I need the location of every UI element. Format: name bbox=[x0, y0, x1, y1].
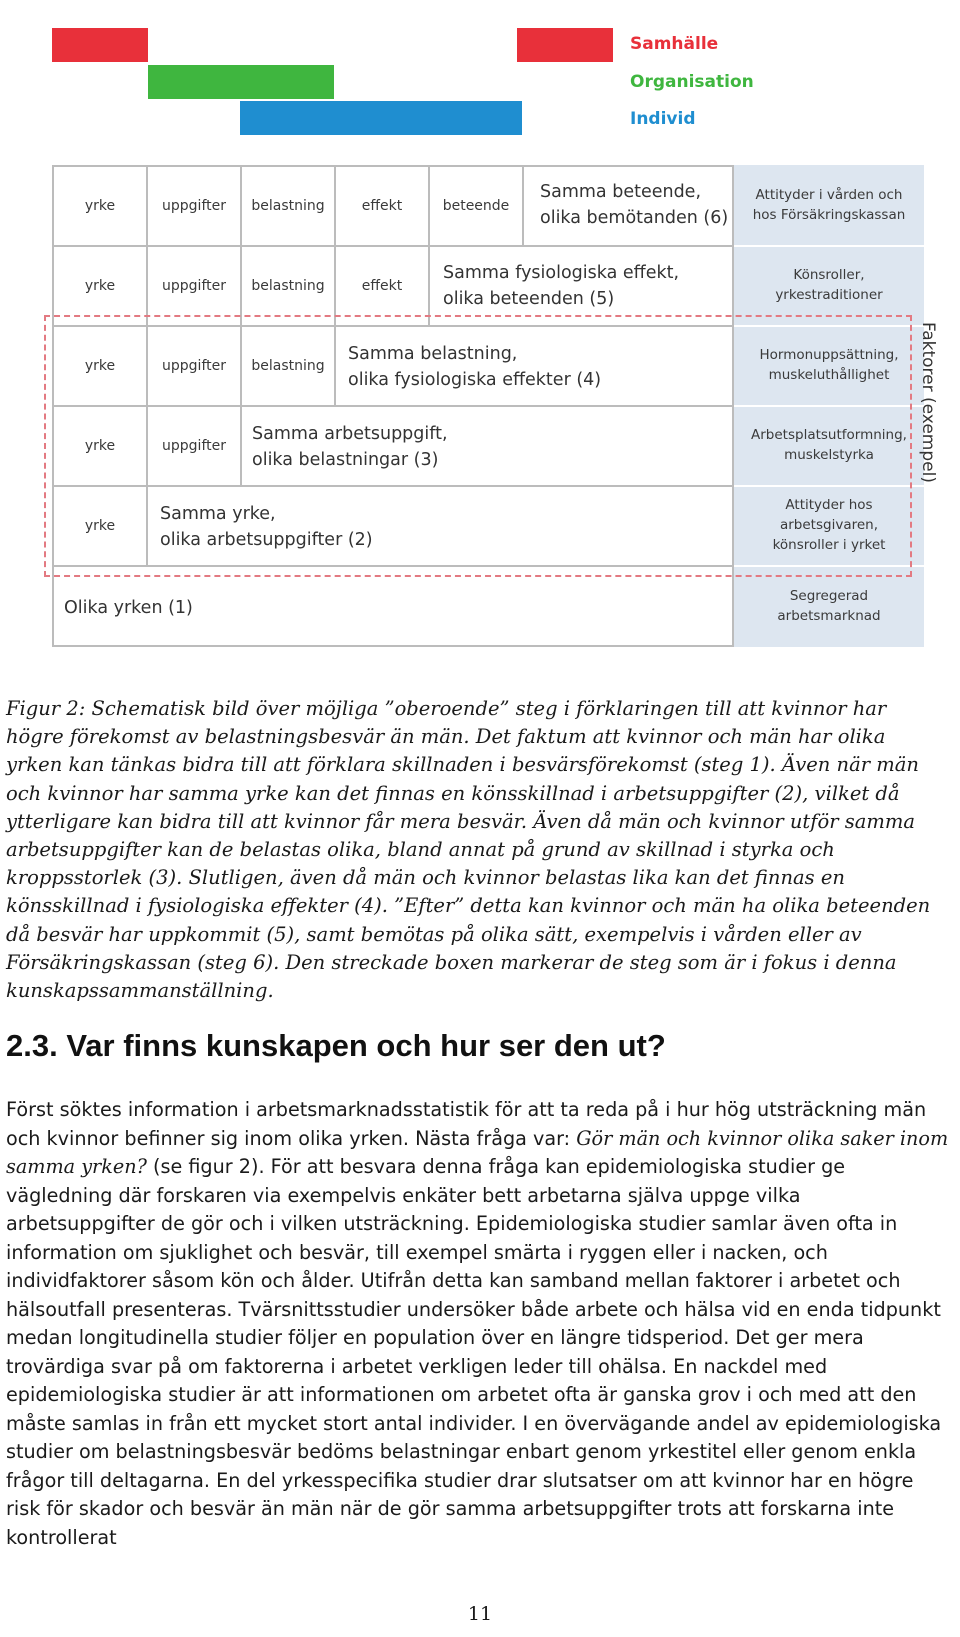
body-text-part: Först söktes information i arbetsmarknadsstatistik för att ta reda på i hur hög utsträckning män och kvinnor befinner sig inom olika yrken. Nästa fråga var: bbox=[6, 1098, 927, 1150]
page-number: 11 bbox=[467, 1603, 493, 1625]
figure-caption: Figur 2: Schematisk bild över möjliga ”oberoende” steg i förklaringen till att kvinnor har högre förekomst av belastningsbesvär än män. Det faktum att kvinnor och män har olika yrken kan tänkas bidra till att förklara skillnaden i besvärsförekomst (steg 1). Även när män och kvinnor har samma yrke kan det finnas en könsskillnad i arbetsuppgifter (2), vilket då ytterligare kan bidra till att kvinnor får mera besvär. Även då män och kvinnor utför samma arbetsuppgifter kan de belastas olika, bland annat på grund av skillnad i styrka och kroppsstorlek (3). Slutligen, även då män och kvinnor belastas lika kan det finnas en könsskillnad i fysiologiska effekter (4). ”Efter” detta kan kvinnor och män ha olika beteenden då besvär har uppkommit (5), samt bemötas på olika sätt, exempelvis i vården eller av Försäkringskassan (steg 6). Den streckade boxen markerar de steg som är i fokus i denna kunskapssammanställning. bbox=[6, 697, 931, 1003]
cell-yrke: yrke bbox=[52, 245, 148, 327]
legend-bar-organisation bbox=[148, 65, 334, 99]
step-label-1: Olika yrken (1) bbox=[64, 598, 193, 618]
factors-vertical-label: Faktorer (exempel) bbox=[918, 322, 938, 483]
legend-label-individual: Individ bbox=[630, 109, 696, 129]
cell-belastning: belastning bbox=[240, 245, 336, 327]
cell-yrke: yrke bbox=[52, 325, 148, 407]
cell-yrke: yrke bbox=[52, 165, 148, 247]
cell-effekt: effekt bbox=[334, 245, 430, 327]
legend-bar-society-right bbox=[517, 28, 613, 62]
cell-yrke: yrke bbox=[52, 405, 148, 487]
focus-dashed-box bbox=[44, 315, 912, 577]
cell-belastning: belastning bbox=[240, 165, 336, 247]
body-paragraph bbox=[6, 1096, 950, 1552]
cell-belastning: belastning bbox=[240, 325, 336, 407]
step-label-6: Samma beteende, olika bemötanden (6) bbox=[540, 182, 729, 228]
cell-effekt: effekt bbox=[334, 165, 430, 247]
body-question-italic: Gör män och kvinnor olika saker inom samma yrken? bbox=[6, 1126, 949, 1178]
cell-uppgifter: uppgifter bbox=[146, 165, 242, 247]
factor-item: Hormonuppsättning, muskeluthållighet bbox=[734, 325, 924, 407]
step-label-2: Samma yrke, olika arbetsuppgifter (2) bbox=[160, 504, 373, 550]
step-label-3: Samma arbetsuppgift, olika belastningar (3) bbox=[252, 424, 448, 470]
cell-uppgifter: uppgifter bbox=[146, 405, 242, 487]
cell-uppgifter: uppgifter bbox=[146, 325, 242, 407]
section-heading: 2.3. Var finns kunskapen och hur ser den ut? bbox=[6, 1028, 666, 1063]
legend-label-society: Samhälle bbox=[630, 34, 719, 54]
cell-beteende: beteende bbox=[428, 165, 524, 247]
factor-item: Arbetsplatsutformning, muskelstyrka bbox=[734, 405, 924, 487]
body-text-part: (se figur 2). För att besvara denna fråga kan epidemiologiska studier ge vägledning där forskaren via exempelvis enkäter bett arbetarna själva uppge vilka arbetsuppgifter de gör och i vilken utsträckning. Epidemiologiska studier samlar även ofta in information om sjuklighet och besvär, till exempel smärta i ryggen eller i nacken, och individfaktorer såsom kön och ålder. Utifrån detta kan samband mellan faktorer i arbetet och hälsoutfall presenteras. Tvärsnittsstudier undersöker både arbete och hälsa vid en enda tidpunkt medan longitudinella studier följer en population över en längre tidsperiod. Det ger mera trovärdiga svar på om faktorerna i arbetet verkligen leder till ohälsa. En nackdel med epidemiologiska studier är att informationen om arbetet ofta är ganska grov i och med att den måste samlas in från ett mycket stort antal individer. I en övervägande andel av epidemiologiska studier om belastningsbesvär bedöms belastningar enbart genom yrkestitel eller genom enkla frågor till deltagarna. En del yrkesspecifika studier drar slutsatser om att kvinnor har en högre risk för skador och besvär än män när de gör samma arbetsuppgifter trots att forskarna inte kontrollerat bbox=[6, 1155, 942, 1549]
step-label-4: Samma belastning, olika fysiologiska effekter (4) bbox=[348, 344, 602, 390]
legend-label-organisation: Organisation bbox=[630, 72, 754, 92]
factor-item: Segregerad arbetsmarknad bbox=[777, 588, 881, 624]
step-label-5: Samma fysiologiska effekt, olika beteenden (5) bbox=[443, 263, 680, 309]
legend-bar-society bbox=[52, 28, 148, 62]
factor-item: Könsroller, yrkestraditioner bbox=[734, 245, 924, 327]
cell-uppgifter: uppgifter bbox=[146, 245, 242, 327]
legend-bar-individual bbox=[240, 101, 522, 135]
cell-yrke: yrke bbox=[52, 485, 148, 567]
factor-item: Attityder hos arbetsgivaren, könsroller i yrket bbox=[734, 485, 924, 567]
factor-item: Attityder i vården och hos Försäkringskassan bbox=[734, 165, 924, 247]
